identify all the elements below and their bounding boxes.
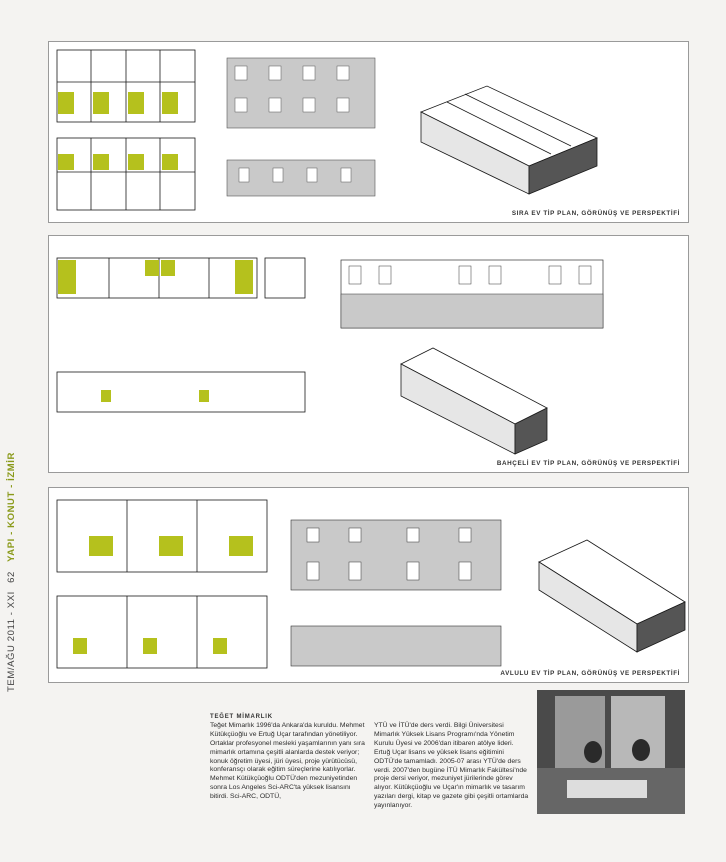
courtyard-plan-highlights [73,536,253,654]
row-house-perspective [421,86,597,194]
panel-courtyard-house [48,487,689,683]
garden-house-plans [57,258,305,412]
article-col-2 [374,722,530,811]
page-number: 62 [6,571,17,583]
page-sidebar [2,440,22,700]
sidebar-label [6,452,17,692]
photo-illustration [537,690,685,814]
courtyard-house-perspective [539,540,685,652]
article-heading: TEĞET MİMARLIK [210,714,273,720]
panel-caption: AVLULU EV TİP PLAN, GÖRÜNÜŞ VE PERSPEKTİFİ [500,670,680,677]
garden-house-perspective [401,348,547,454]
panel-garden-house [48,235,689,473]
article-body-2: YTÜ ve İTÜ'de ders verdi. Bilgi Üniversitesi Mimarlık Yüksek Lisans Programı'nda Yönetim Kurulu Üyesi ve 2006'dan itibaren atölye lideri. Ertuğ Uçar lisans ve yüksek lisans eğitimini ODTÜ'de tamamladı. 2005-07 arası YTÜ'de ders verdi. 2007'den bugüne İTÜ Mimarlık Fakültesi'nde proje dersi veriyor, mezuniyet jürilerinde görev alıyor. Kütükçüoğlu ve Uçar'ın mimarlık ve tasarım yazıları dergi, kitap ve gazete gibi çeşitli ortamlarda yayınlanıyor. [374,722,529,810]
panel-row-house [48,41,689,223]
courtyard-house-drawings [49,488,690,684]
garden-house-drawings [49,236,690,474]
issue-label: TEM/AĞU 2011 - XXI [6,591,17,692]
panel-caption: BAHÇELİ EV TİP PLAN, GÖRÜNÜŞ VE PERSPEKTİFİ [496,460,680,467]
row-house-plans [57,50,195,210]
row-house-drawings [49,42,690,224]
courtyard-house-plans [57,500,267,668]
article-body-1: Teğet Mimarlık 1996'da Ankara'da kuruldu. Mehmet Kütükçüoğlu ve Ertuğ Uçar tarafından yönetiliyor. Ortaklar profesyonel mesleki yaşamlarının yanı sıra mimarlık ortamına çeşitli alanlarda destek veriyor; konuk öğretim üyesi, jüri üyesi, proje yürütücüsü, konferansçı olarak eğitim süreçlerine katılıyorlar. Mehmet Kütükçüoğlu ODTÜ'den mezuniyetinden sonra Los Angeles Sci-ARC'ta yüksek lisansını bitirdi. Sci-ARC, ODTÜ, [210,721,365,801]
garden-house-elevations [341,260,603,328]
garden-plan-highlights [58,260,253,402]
row-house-elevations [227,58,375,196]
panel-caption: SIRA EV TİP PLAN, GÖRÜNÜŞ VE PERSPEKTİFİ [511,210,680,217]
architects-photo [537,690,685,814]
article-col-1 [210,713,370,802]
courtyard-house-elevations [291,520,501,666]
topic-label: YAPI - KONUT - İZMİR [6,451,17,562]
